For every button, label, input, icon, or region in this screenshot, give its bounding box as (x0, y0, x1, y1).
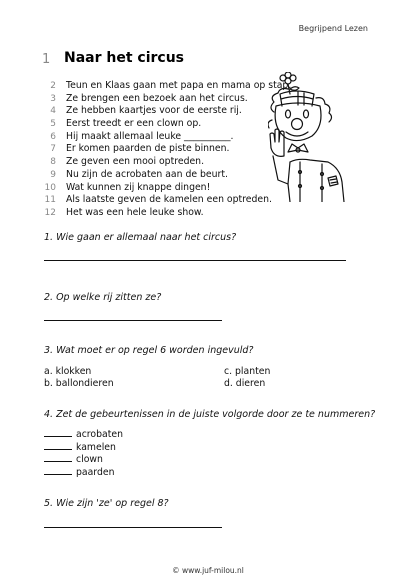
header-label: Begrijpend Lezen (298, 24, 368, 33)
ordering-item-label: acrobaten (76, 429, 123, 440)
story-line (44, 194, 291, 207)
ordering-item (44, 429, 123, 442)
number-blank[interactable] (44, 436, 72, 437)
line-text: Als laatste geven de kamelen een optreden. (66, 194, 272, 206)
line-number: 5 (50, 119, 56, 130)
answer-line-1[interactable] (44, 260, 346, 261)
line-text: Hij maakt allemaal leuke __________. (66, 130, 234, 142)
line-number: 6 (50, 131, 56, 142)
title-line-number: 1 (42, 52, 51, 67)
story-line (44, 156, 291, 169)
line-number: 2 (50, 81, 56, 91)
line-text: Eerst treedt er een clown op. (66, 118, 202, 130)
story-line (44, 143, 291, 156)
clown-illustration (268, 72, 380, 202)
line-number: 8 (50, 157, 56, 168)
line-text: Wat kunnen zij knappe dingen! (66, 181, 211, 193)
number-blank[interactable] (44, 449, 72, 450)
story-line (44, 207, 291, 220)
line-number: 10 (44, 182, 56, 193)
footer-copyright: © www.juf-milou.nl (172, 566, 244, 575)
story-line (44, 131, 291, 144)
option-a[interactable]: a. klokken (44, 366, 92, 377)
story-line (44, 93, 291, 106)
line-text: Teun en Klaas gaan met papa en mama op stap. (66, 80, 292, 91)
number-blank[interactable] (44, 461, 72, 462)
story-line (44, 105, 291, 118)
story-line (44, 80, 291, 93)
question-2: 2. Op welke rij zitten ze? (44, 292, 162, 303)
line-text: Ze brengen een bezoek aan het circus. (66, 92, 248, 104)
story-line (44, 182, 291, 195)
option-c[interactable]: c. planten (224, 366, 271, 377)
line-text: Ze geven een mooi optreden. (66, 156, 205, 168)
line-number: 4 (50, 106, 56, 117)
line-number: 3 (50, 93, 56, 104)
line-text: Nu zijn de acrobaten aan de beurt. (66, 168, 228, 180)
line-number: 7 (50, 144, 56, 155)
question-1: 1. Wie gaan er allemaal naar het circus? (44, 232, 237, 243)
ordering-item (44, 467, 123, 480)
option-d[interactable]: d. dieren (224, 378, 266, 389)
question-3: 3. Wat moet er op regel 6 worden ingevuld? (44, 345, 254, 356)
option-b[interactable]: b. ballondieren (44, 378, 114, 389)
story-title: Naar het circus (64, 50, 185, 66)
line-text: Er komen paarden de piste binnen. (66, 143, 230, 155)
answer-line-5[interactable] (44, 527, 222, 528)
story-line (44, 169, 291, 182)
line-text: Het was een hele leuke show. (66, 206, 204, 218)
ordering-item (44, 442, 123, 455)
line-number: 12 (44, 207, 56, 218)
line-text: Ze hebben kaartjes voor de eerste rij. (66, 105, 242, 117)
ordering-item-label: paarden (76, 466, 115, 478)
story-line (44, 118, 291, 131)
number-blank[interactable] (44, 474, 72, 475)
question-5: 5. Wie zijn 'ze' op regel 8? (44, 498, 169, 509)
ordering-list (44, 429, 123, 479)
answer-line-2[interactable] (44, 320, 222, 321)
story-lines (44, 80, 291, 220)
ordering-item (44, 454, 123, 467)
ordering-item-label: kamelen (76, 441, 116, 453)
line-number: 9 (50, 169, 56, 180)
question-4: 4. Zet de gebeurtenissen in de juiste volgorde door ze te nummeren? (44, 409, 376, 420)
line-number: 11 (44, 195, 56, 206)
ordering-item-label: clown (76, 454, 103, 465)
